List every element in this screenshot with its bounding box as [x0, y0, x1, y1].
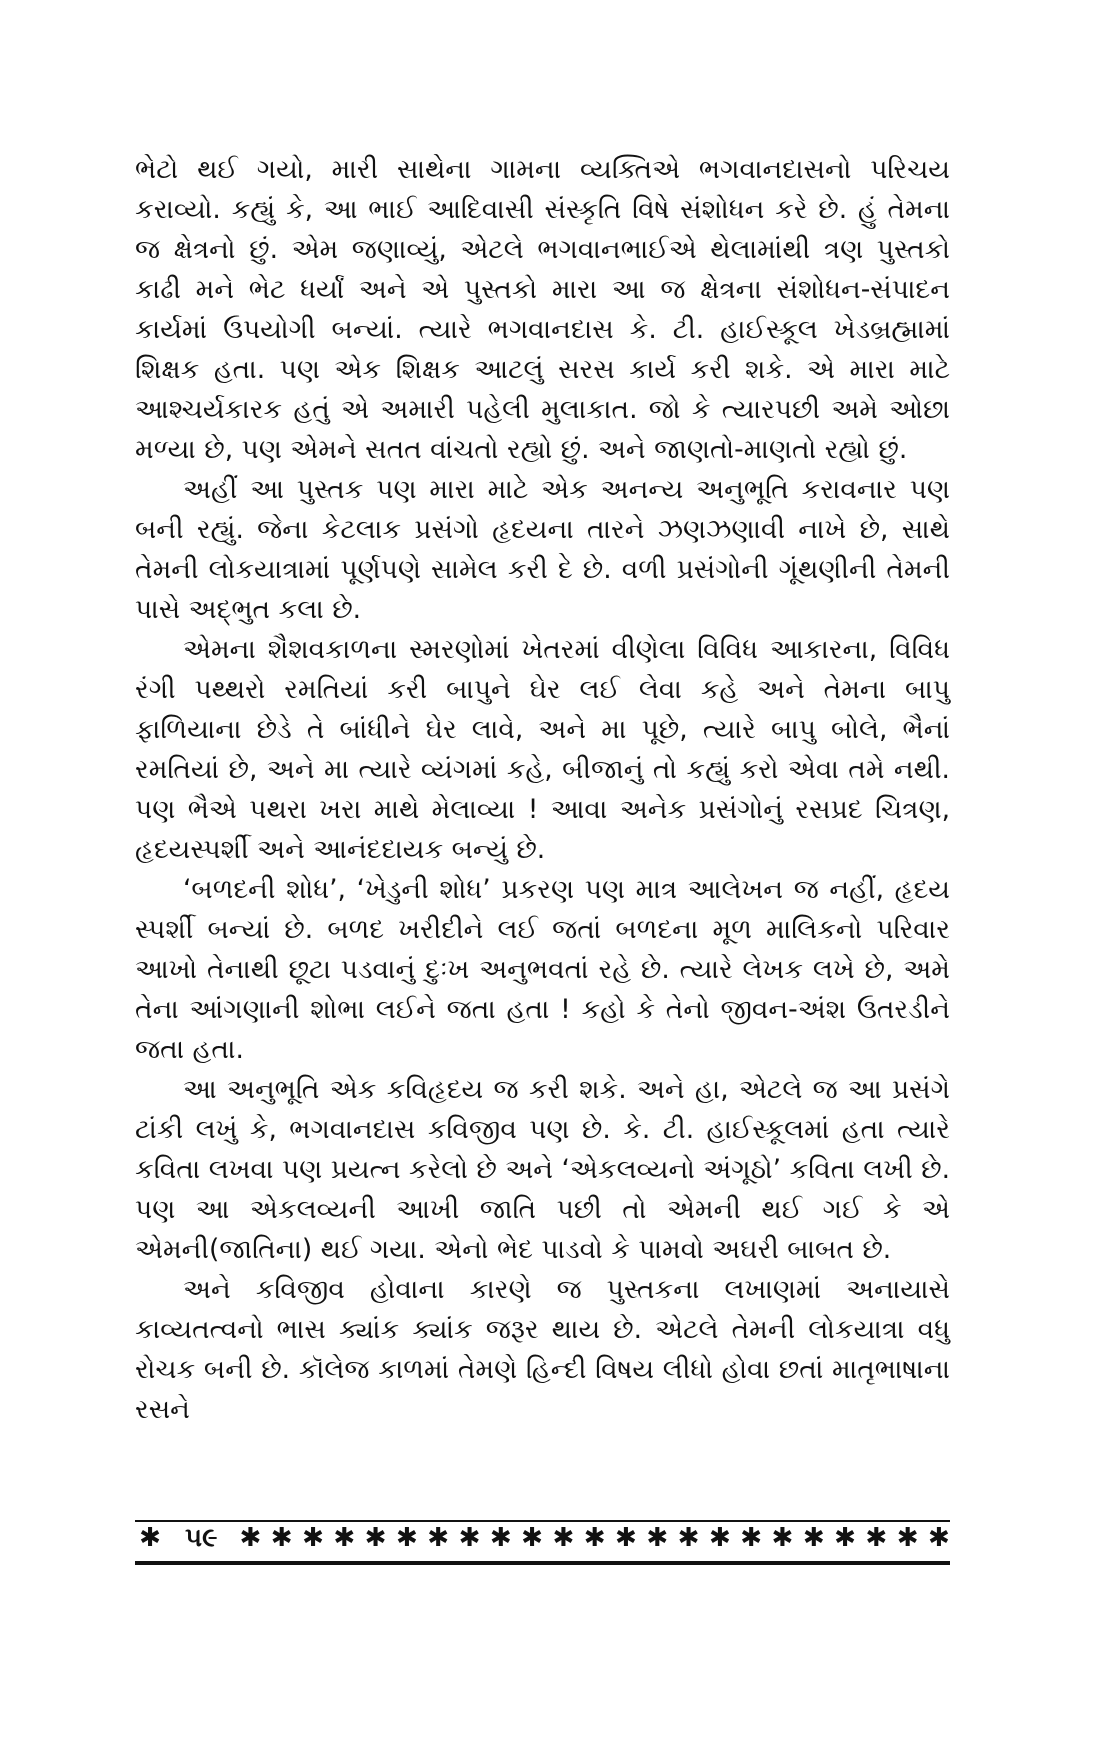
star-ornament-icon: ✱	[771, 1523, 794, 1553]
page-footer	[135, 1518, 950, 1578]
star-ornament-icon: ✱	[302, 1523, 324, 1553]
star-ornament-icon: ✱	[708, 1523, 731, 1553]
star-ornament-icon: ✱	[521, 1523, 543, 1553]
star-ornament-icon: ✱	[802, 1523, 825, 1553]
paragraph-2: અહીં આ પુસ્તક પણ મારા માટે એક અનન્ય અનુભૂતિ કરાવનાર પણ બની રહ્યું. જેના કેટલાક પ્રસંગો હૃદયના તારને ઝણઝણાવી નાખે છે, સાથે તેમની લોકયાત્રામાં પૂર્ણપણે સામેલ કરી દે છે. વળી પ્રસંગોની ગૂંથણીની તેમની પાસે અદ્‌ભુત કલા છે.	[135, 474, 950, 625]
star-ornament-icon: ✱	[740, 1523, 763, 1553]
star-ornament-icon: ✱	[928, 1523, 950, 1553]
star-ornament-icon: ✱	[458, 1523, 481, 1553]
star-ornament-icon: ✱	[139, 1523, 161, 1553]
star-ornament-icon: ✱	[896, 1523, 919, 1553]
text-block	[135, 150, 950, 1430]
star-ornament-icon: ✱	[583, 1523, 606, 1553]
star-ornament-icon: ✱	[865, 1523, 888, 1553]
page-number: ૫૯	[185, 1522, 218, 1553]
paragraph-5: આ અનુભૂતિ એક કવિહૃદય જ કરી શકે. અને હા, એટલે જ આ પ્રસંગે ટાંકી લખું કે, ભગવાનદાસ કવિજીવ પણ છે. કે. ટી. હાઈસ્કૂલમાં હતા ત્યારે કવિતા લખવા પણ પ્રયત્ન કરેલો છે અને ‘એકલવ્યનો અંગૂઠો’ કવિતા લખી છે. પણ આ એકલવ્યની આખી જાતિ પછી તો એમની થઈ ગઈ કે એ એમની(જાતિના) થઈ ગયા. એનો ભેદ પાડવો કે પામવો અઘરી બાબત છે.	[135, 1074, 950, 1265]
star-ornament-icon: ✱	[646, 1523, 669, 1553]
star-ornament-icon: ✱	[615, 1523, 637, 1553]
star-ornament-icon: ✱	[364, 1523, 387, 1553]
paragraph-3: એમના શૈશવકાળના સ્મરણોમાં ખેતરમાં વીણેલા વિવિધ આકારના, વિવિધ રંગી પથ્થરો રમતિયાં કરી બાપુને ઘેર લઈ લેવા કહે અને તેમના બાપુ ફાળિયાના છેડે તે બાંધીને ઘેર લાવે, અને મા પૂછે, ત્યારે બાપુ બોલે, ભૈનાં રમતિયાં છે, અને મા ત્યારે વ્યંગમાં કહે, બીજાનું તો કહ્યું કરો એવા તમે નથી. પણ ભૈએ પથરા ખરા માથે મેલાવ્યા ! આવા અનેક પ્રસંગોનું રસપ્રદ ચિત્રણ, હૃદયસ્પર્શી અને આનંદદાયક બન્યું છે.	[135, 634, 950, 865]
paragraph-6: અને કવિજીવ હોવાના કારણે જ પુસ્તકના લખાણમાં અનાયાસે કાવ્યતત્વનો ભાસ ક્યાંક ક્યાંક જરૂર થાય છે. એટલે તેમની લોકયાત્રા વધુ રોચક બની છે. કૉલેજ કાળમાં તેમણે હિન્દી વિષય લીધો હોવા છતાં માતૃભાષાના રસને	[135, 1274, 950, 1425]
star-ornament-icon: ✱	[489, 1523, 512, 1553]
footer-rule-bottom	[135, 1561, 950, 1565]
page-body	[135, 150, 950, 1430]
paragraph-1: ભેટો થઈ ગયો, મારી સાથેના ગામના વ્યક્તિએ ભગવાનદાસનો પરિચય કરાવ્યો. કહ્યું કે, આ ભાઈ આદિવાસી સંસ્કૃતિ વિષે સંશોધન કરે છે. હું તેમના જ ક્ષેત્રનો છું. એમ જણાવ્યું, એટલે ભગવાનભાઈએ થેલામાંથી ત્રણ પુસ્તકો કાઢી મને ભેટ ધર્યાં અને એ પુસ્તકો મારા આ જ ક્ષેત્રના સંશોધન-સંપાદન કાર્યમાં ઉપયોગી બન્યાં. ત્યારે ભગવાનદાસ કે. ટી. હાઈસ્કૂલ ખેડબ્રહ્મામાં શિક્ષક હતા. પણ એક શિક્ષક આટલું સરસ કાર્ય કરી શકે. એ મારા માટે આશ્ચર્યકારક હતું એ અમારી પહેલી મુલાકાત. જો કે ત્યારપછી અમે ઓછા મળ્યા છે, પણ એમને સતત વાંચતો રહ્યો છું. અને જાણતો-માણતો રહ્યો છું.	[135, 154, 950, 465]
paragraph-4: ‘બળદની શોધ’, ‘ખેડુની શોધ’ પ્રકરણ પણ માત્ર આલેખન જ નહીં, હૃદય સ્પર્શી બન્યાં છે. બળદ ખરીદીને લઈ જતાં બળદના મૂળ માલિકનો પરિવાર આખો તેનાથી છૂટા પડવાનું દુઃખ અનુભવતાં રહે છે. ત્યારે લેખક લખે છે, અમે તેના આંગણાની શોભા લઈને જતા હતા ! કહો કે તેનો જીવન-અંશ ઉતરડીને જતા હતા.	[135, 874, 950, 1065]
star-ornament-icon: ✱	[677, 1523, 700, 1553]
star-ornament-icon: ✱	[552, 1523, 575, 1553]
star-ornament-icon: ✱	[427, 1523, 450, 1553]
star-ornament-icon: ✱	[333, 1523, 356, 1553]
footer-row	[135, 1518, 950, 1558]
star-ornament-icon: ✱	[239, 1523, 262, 1553]
star-border-ornament	[239, 1523, 950, 1553]
star-ornament-icon: ✱	[834, 1523, 856, 1553]
star-ornament-icon: ✱	[270, 1523, 293, 1553]
star-ornament-icon: ✱	[395, 1523, 418, 1553]
